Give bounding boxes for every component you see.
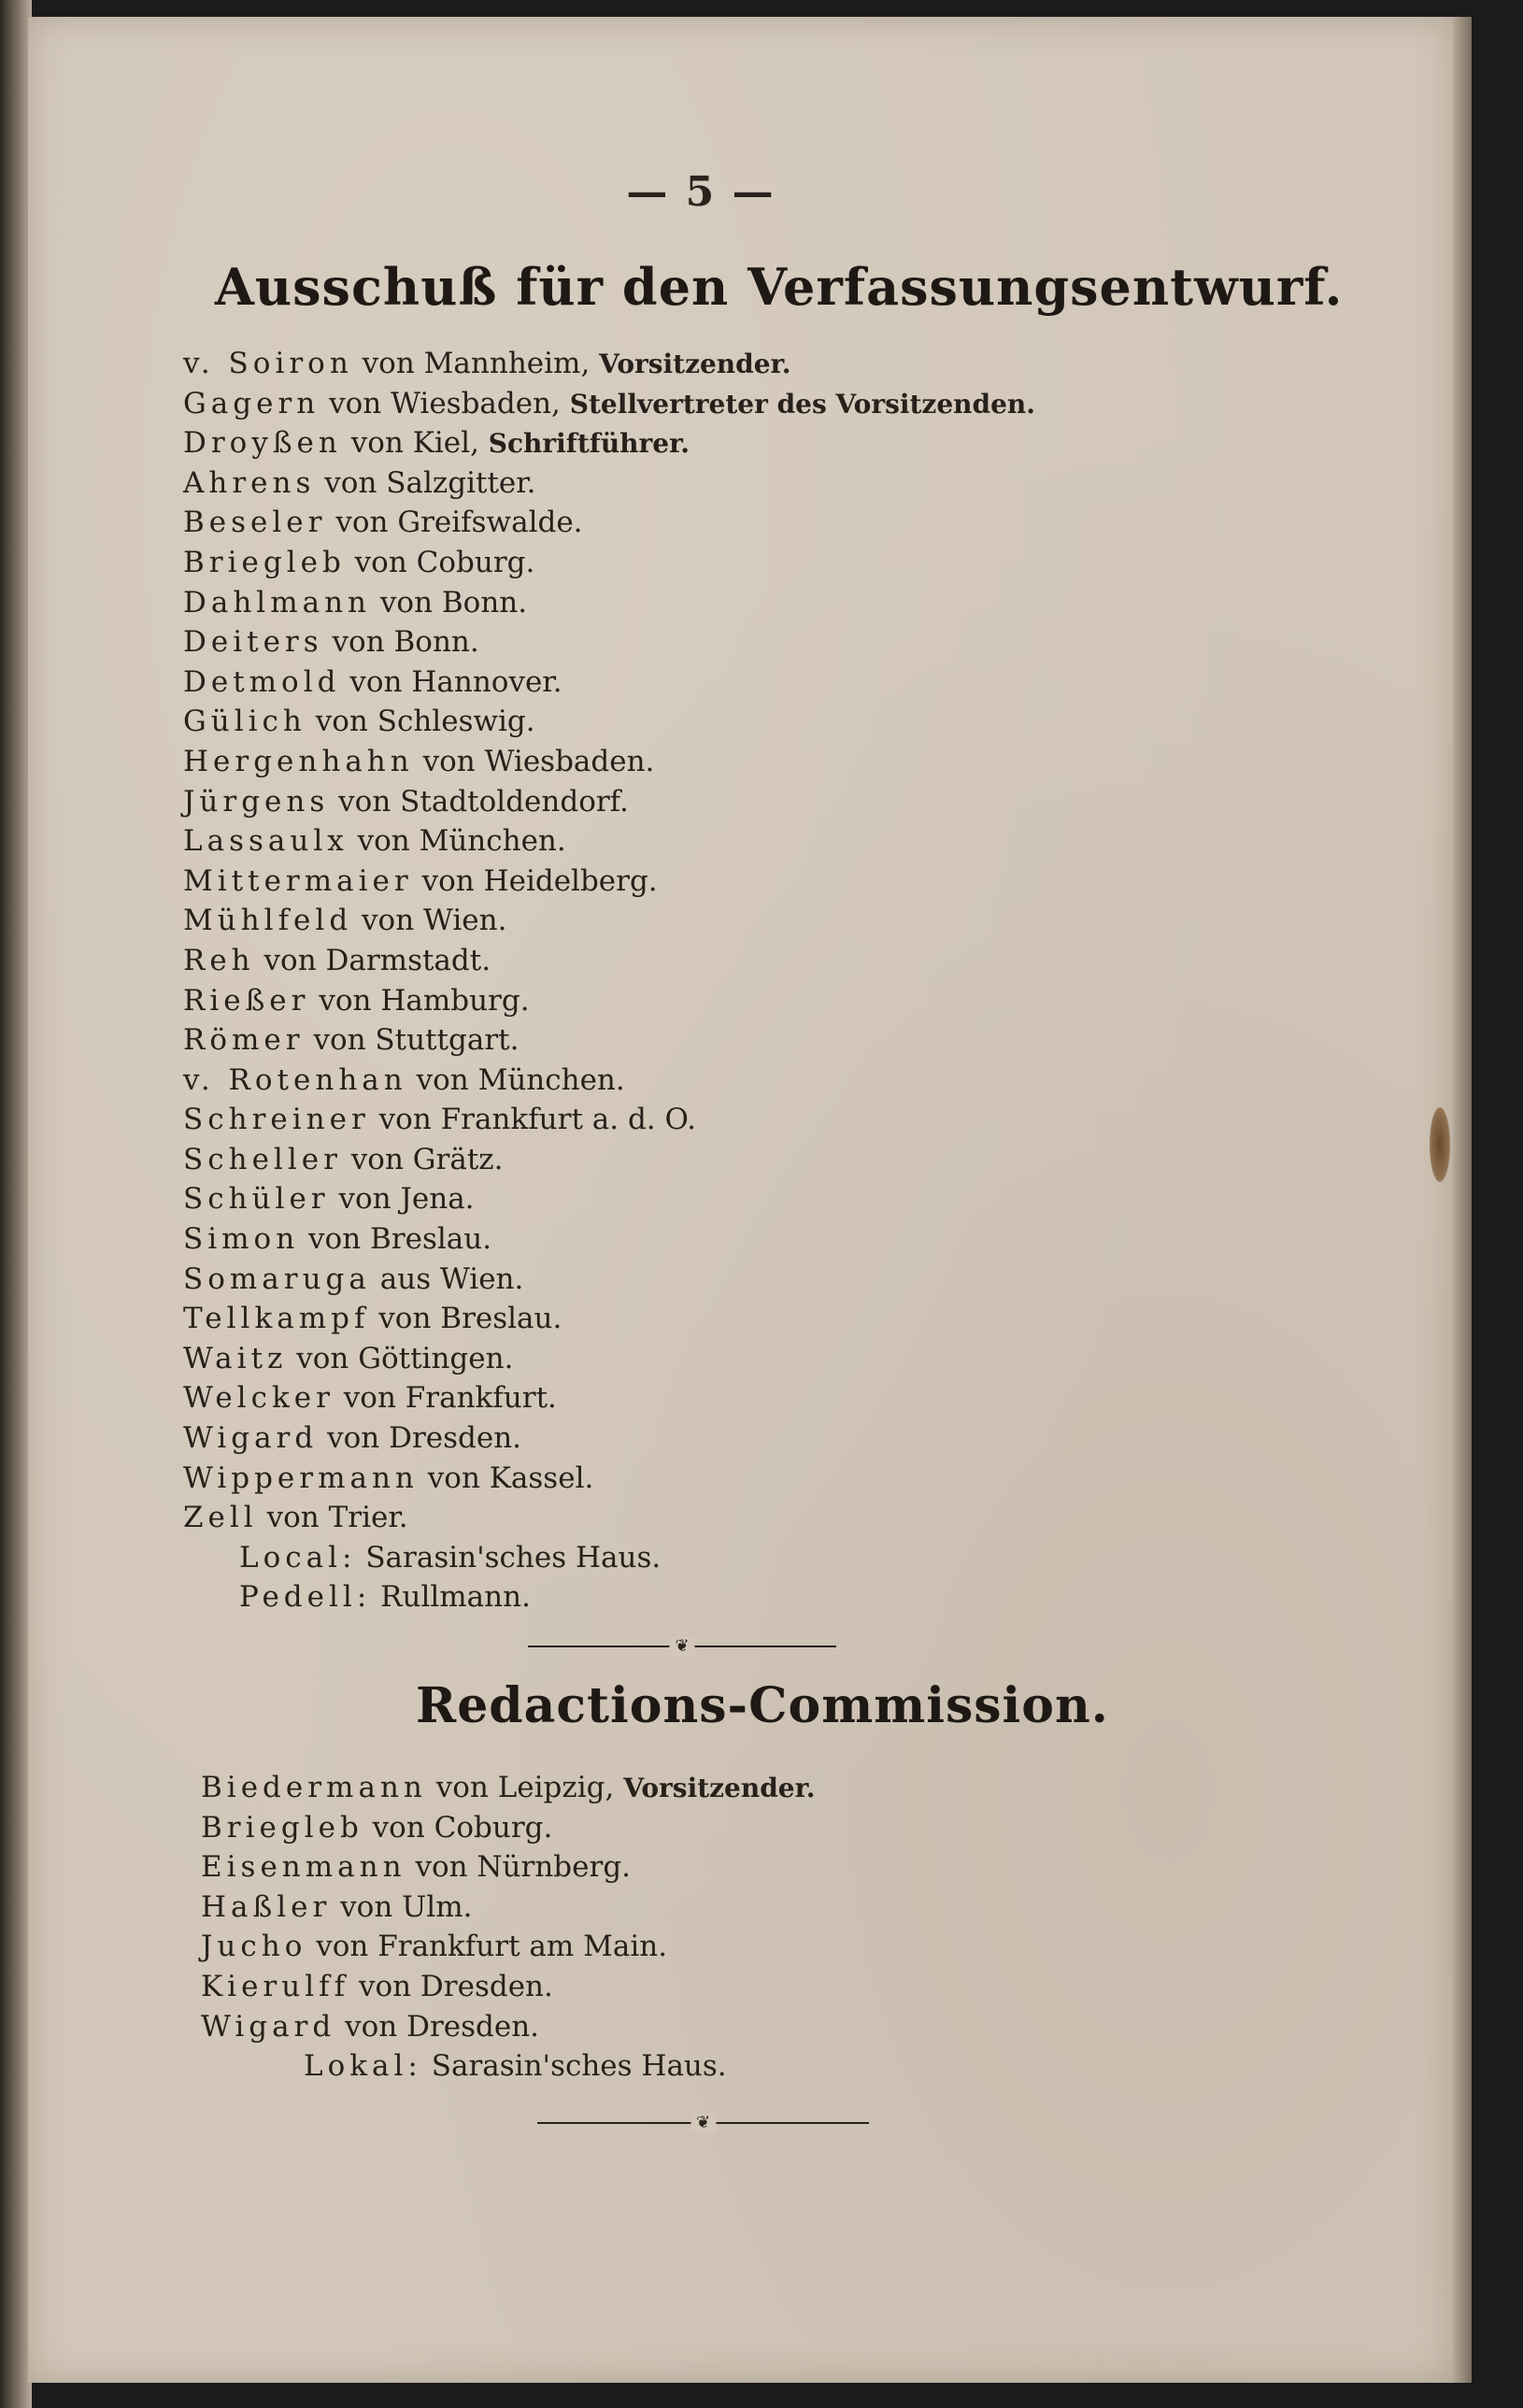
member-name: Eisenmann xyxy=(201,1850,406,1885)
member-name: Deiters xyxy=(183,625,323,660)
member-name: Wigard xyxy=(201,2009,336,2044)
member-name: v. Soiron xyxy=(183,347,353,380)
location-line-value: Sarasin'sches Haus. xyxy=(365,1540,662,1574)
member-entry xyxy=(183,583,1035,623)
member-origin: von Frankfurt am Main. xyxy=(316,1930,668,1964)
ornamental-divider: ❦ xyxy=(537,2114,869,2132)
member-name: Wippermann xyxy=(183,1460,419,1495)
member-entry xyxy=(183,1299,1035,1339)
member-name: Schüler xyxy=(183,1182,330,1217)
member-origin: von Wiesbaden, xyxy=(329,386,561,420)
member-name: Jürgens xyxy=(183,784,330,819)
member-name: Somaruga xyxy=(183,1261,371,1296)
member-origin: von München. xyxy=(416,1062,625,1097)
member-entry xyxy=(201,1967,816,2007)
member-entry xyxy=(183,1498,1035,1538)
member-entry xyxy=(183,862,1035,902)
member-entry xyxy=(201,1888,816,1928)
member-entry xyxy=(183,702,1035,742)
member-origin: von Bonn. xyxy=(379,585,528,620)
member-origin: von Stadtoldendorf. xyxy=(338,784,629,819)
member-origin: von Hamburg. xyxy=(319,983,530,1018)
member-entry xyxy=(183,782,1035,822)
member-entry xyxy=(183,384,1035,424)
member-origin: von Grätz. xyxy=(350,1142,504,1176)
member-name: Detmold xyxy=(183,664,341,699)
member-origin: von Frankfurt a. d. O. xyxy=(378,1103,696,1137)
member-origin: von Dresden. xyxy=(345,2009,540,2044)
member-entry xyxy=(183,1219,1035,1260)
member-name: Tellkampf xyxy=(183,1302,370,1336)
member-name: Beseler xyxy=(183,506,327,540)
member-entry xyxy=(183,742,1035,782)
ink-stain xyxy=(1430,1107,1450,1182)
member-name: Jucho xyxy=(201,1930,307,1964)
page-edge xyxy=(1453,17,1472,2383)
member-name: v. Rotenhan xyxy=(183,1062,407,1097)
member-name: Reh xyxy=(183,943,255,977)
member-origin: von Darmstadt. xyxy=(263,943,491,977)
location-line xyxy=(183,1538,1035,1578)
member-entry xyxy=(183,981,1035,1021)
member-entry xyxy=(183,1459,1035,1499)
member-name: Scheller xyxy=(183,1142,342,1176)
member-entry xyxy=(183,1061,1035,1101)
member-entry xyxy=(183,1100,1035,1140)
member-entry xyxy=(183,1020,1035,1061)
member-name: Rießer xyxy=(183,983,310,1018)
pedell-line xyxy=(183,1577,1035,1617)
member-entry xyxy=(183,423,1035,463)
member-origin: von Salzgitter. xyxy=(324,465,536,500)
member-entry xyxy=(183,1418,1035,1459)
member-name: Gagern xyxy=(183,386,320,420)
member-entry xyxy=(201,1927,816,1967)
member-name: Droyßen xyxy=(183,426,342,461)
member-entry xyxy=(183,1140,1035,1180)
member-origin: von Breslau. xyxy=(308,1222,492,1257)
section-title-redaction-commission: Redactions-Commission. xyxy=(416,1677,1109,1734)
member-name: Zell xyxy=(183,1501,258,1535)
member-name: Mittermaier xyxy=(183,863,413,898)
commission-member-list xyxy=(201,1768,816,2087)
location-line-label: Local: xyxy=(239,1540,357,1574)
member-name: Biedermann xyxy=(201,1771,427,1804)
member-entry xyxy=(183,1179,1035,1219)
member-origin: von Jena. xyxy=(338,1182,475,1217)
member-role: Stellvertreter des Vorsitzenden. xyxy=(569,388,1035,420)
member-name: Waitz xyxy=(183,1341,288,1375)
member-name: Lassaulx xyxy=(183,824,349,859)
binding-edge xyxy=(0,0,32,2408)
member-origin: von Trier. xyxy=(266,1501,408,1535)
member-entry xyxy=(183,1339,1035,1379)
member-origin: von Greifswalde. xyxy=(335,506,583,540)
member-origin: von Frankfurt. xyxy=(343,1381,557,1416)
member-name: Mühlfeld xyxy=(183,904,353,938)
member-origin: von Kiel, xyxy=(350,426,479,461)
pedell-line-label: Pedell: xyxy=(239,1580,372,1615)
member-entry xyxy=(183,663,1035,703)
member-entry xyxy=(201,1768,816,1808)
member-origin: von Nürnberg. xyxy=(415,1850,632,1885)
location-line xyxy=(201,2046,816,2087)
member-origin: von Heidelberg. xyxy=(421,863,658,898)
member-name: Hergenhahn xyxy=(183,744,414,778)
member-name: Römer xyxy=(183,1023,305,1058)
member-origin: von Coburg. xyxy=(372,1810,553,1845)
member-entry xyxy=(183,344,1035,384)
member-origin: von Wiesbaden. xyxy=(422,744,655,778)
member-origin: von Breslau. xyxy=(378,1302,562,1336)
member-entry xyxy=(183,821,1035,862)
member-name: Briegleb xyxy=(183,545,346,579)
pedell-line-value: Rullmann. xyxy=(380,1580,531,1615)
member-entry xyxy=(183,1378,1035,1418)
location-line-label: Lokal: xyxy=(304,2049,422,2084)
member-entry xyxy=(183,543,1035,583)
member-role: Schriftführer. xyxy=(488,428,690,460)
ornamental-divider: ❦ xyxy=(528,1637,836,1656)
member-name: Dahlmann xyxy=(183,585,372,620)
member-entry xyxy=(183,503,1035,543)
member-entry xyxy=(201,2007,816,2047)
member-name: Gülich xyxy=(183,705,306,739)
member-origin: aus Wien. xyxy=(379,1261,524,1296)
location-line-value: Sarasin'sches Haus. xyxy=(431,2049,727,2084)
member-origin: von Hannover. xyxy=(349,664,562,699)
committee-member-list xyxy=(183,344,1035,1617)
member-origin: von Göttingen. xyxy=(296,1341,514,1375)
member-entry xyxy=(183,941,1035,981)
member-origin: von Coburg. xyxy=(354,545,535,579)
member-entry xyxy=(183,622,1035,663)
member-origin: von Bonn. xyxy=(332,625,479,660)
member-origin: von Kassel. xyxy=(427,1460,594,1495)
member-name: Simon xyxy=(183,1222,300,1257)
section-title-constitution-committee: Ausschuß für den Verfassungsentwurf. xyxy=(215,257,1344,317)
member-name: Haßler xyxy=(201,1889,332,1924)
member-entry xyxy=(201,1808,816,1848)
member-origin: von München. xyxy=(357,824,566,859)
member-origin: von Dresden. xyxy=(358,1969,553,2003)
member-entry xyxy=(183,901,1035,941)
member-origin: von Mannheim, xyxy=(362,347,591,380)
member-entry xyxy=(183,1260,1035,1300)
member-origin: von Dresden. xyxy=(327,1421,522,1456)
member-name: Briegleb xyxy=(201,1810,363,1845)
member-origin: von Leipzig, xyxy=(435,1771,615,1804)
member-origin: von Wien. xyxy=(362,904,507,938)
member-name: Schreiner xyxy=(183,1103,370,1137)
member-name: Kierulff xyxy=(201,1969,350,2003)
member-role: Vorsitzender. xyxy=(623,1773,816,1803)
member-entry xyxy=(201,1847,816,1888)
member-entry xyxy=(183,463,1035,504)
member-name: Wigard xyxy=(183,1421,319,1456)
member-role: Vorsitzender. xyxy=(599,349,791,379)
member-origin: von Stuttgart. xyxy=(313,1023,520,1058)
member-name: Ahrens xyxy=(183,465,316,500)
member-origin: von Ulm. xyxy=(340,1889,473,1924)
member-origin: von Schleswig. xyxy=(315,705,535,739)
page-number: — 5 — xyxy=(626,168,776,216)
member-name: Welcker xyxy=(183,1381,334,1416)
